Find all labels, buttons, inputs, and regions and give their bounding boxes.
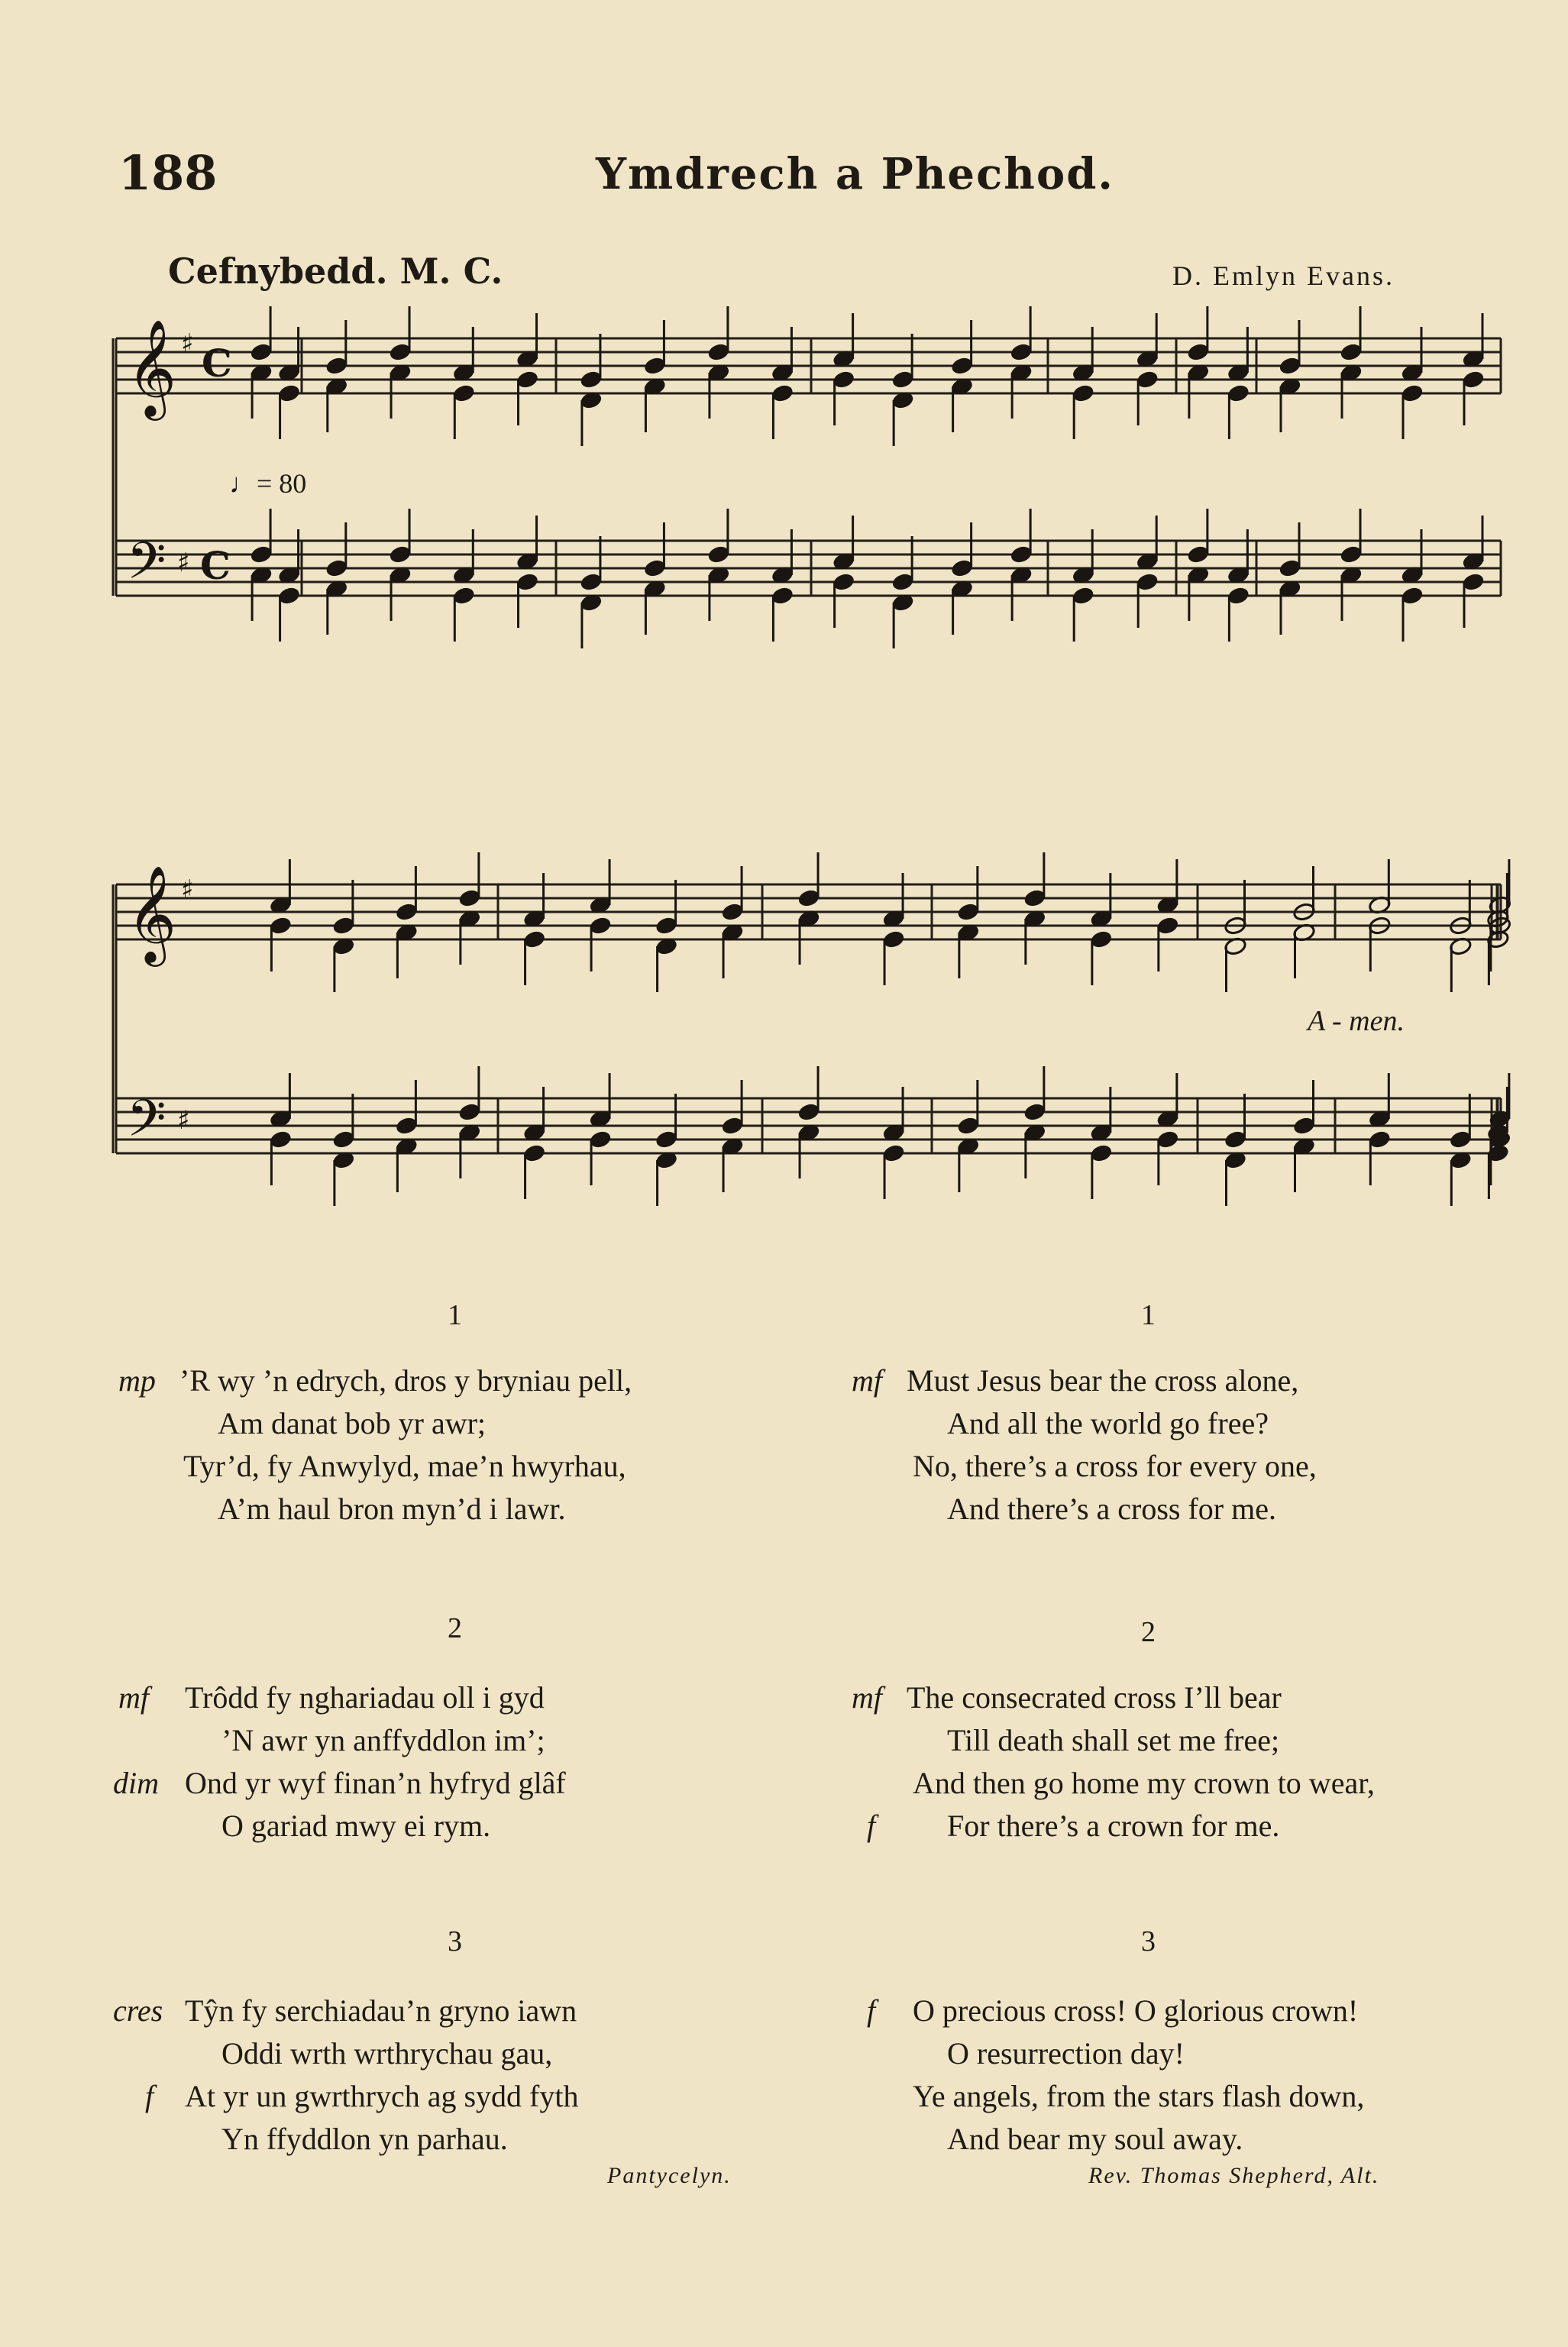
- dynamic-mark: f: [867, 1993, 876, 2028]
- verse-line: The consecrated cross I’ll bear: [907, 1680, 1282, 1715]
- sharp-icon: ♯: [181, 874, 194, 905]
- verse-line: Am danat bob yr awr;: [218, 1406, 487, 1440]
- tempo-marking: ♩= 80: [229, 468, 307, 499]
- verse-line: A’m haul bron myn’d i lawr.: [218, 1492, 566, 1526]
- bass-clef-icon: 𝄢: [127, 532, 166, 603]
- verse-line: And there’s a cross for me.: [947, 1492, 1276, 1526]
- welsh-stanza-1-number: 1: [448, 1299, 462, 1331]
- welsh-stanza-3-number: 3: [448, 1925, 462, 1957]
- english-stanza-1-number: 1: [1141, 1299, 1156, 1331]
- time-signature-icon: C: [200, 543, 231, 588]
- composer: D. Emlyn Evans.: [1172, 260, 1395, 291]
- verse-line: And bear my soul away.: [947, 2122, 1243, 2156]
- welsh-author-credit: Pantycelyn.: [607, 2163, 732, 2188]
- verse-line: O resurrection day!: [947, 2036, 1185, 2071]
- dynamic-mark: f: [145, 2079, 154, 2113]
- verse-line: At yr un gwrthrych ag sydd fyth: [185, 2079, 579, 2113]
- verse-line: No, there’s a cross for every one,: [913, 1449, 1317, 1483]
- tune-name: Cefnybedd. M. C.: [168, 251, 503, 292]
- dynamic-mark: mf: [852, 1680, 882, 1715]
- verse-line: Ye angels, from the stars flash down,: [913, 2079, 1365, 2113]
- verse-line: O gariad mwy ei rym.: [221, 1809, 491, 1843]
- dynamic-mark: dim: [113, 1766, 159, 1800]
- dynamic-mark: cres: [113, 1993, 163, 2028]
- english-stanza-2-number: 2: [1141, 1616, 1156, 1648]
- treble-clef-icon: 𝄞: [127, 865, 177, 962]
- english-stanza-1: [852, 1359, 1317, 1531]
- verse-line: Trôdd fy nghariadau oll i gyd: [185, 1680, 545, 1715]
- welsh-stanza-2: [113, 1676, 566, 1848]
- welsh-stanza-2-number: 2: [448, 1612, 462, 1644]
- welsh-stanza-1: [118, 1359, 632, 1531]
- time-signature-icon: C: [202, 341, 232, 386]
- page-number: 188: [118, 145, 218, 201]
- verse-line: Yn ffyddlon yn parhau.: [221, 2122, 508, 2156]
- verse-line: O precious cross! O glorious crown!: [913, 1993, 1359, 2028]
- verse-line: ’N awr yn anffyddlon im’;: [221, 1723, 545, 1757]
- sharp-icon: ♯: [177, 1105, 190, 1136]
- verse-line: And then go home my crown to wear,: [913, 1766, 1375, 1800]
- sharp-icon: ♯: [181, 328, 194, 359]
- english-stanza-3: [852, 1990, 1365, 2161]
- verse-line: ’R wy ’n edrych, dros y bryniau pell,: [179, 1363, 632, 1398]
- english-stanza-3-number: 3: [1141, 1925, 1156, 1957]
- verse-line: Tyr’d, fy Anwylyd, mae’n hwyrhau,: [183, 1449, 626, 1483]
- sharp-icon: ♯: [177, 548, 190, 578]
- welsh-stanza-3: [113, 1990, 579, 2161]
- verse-line: And all the world go free?: [947, 1406, 1269, 1440]
- english-stanza-2: [852, 1676, 1375, 1848]
- verse-line: Ond yr wyf finan’n hyfryd glâf: [185, 1766, 566, 1800]
- verse-line: Oddi wrth wrthrychau gau,: [221, 2036, 553, 2071]
- dynamic-mark: mf: [118, 1680, 149, 1715]
- treble-clef-icon: 𝄞: [127, 318, 177, 416]
- verse-line: Tŷn fy serchiadau’n gryno iawn: [185, 1993, 577, 2028]
- dynamic-mark: mf: [852, 1363, 882, 1398]
- verse-line: Till death shall set me free;: [947, 1723, 1280, 1757]
- running-title: Ymdrech a Phechod.: [596, 149, 1114, 199]
- verse-line: For there’s a crown for me.: [947, 1809, 1280, 1843]
- amen-text: A - men.: [1308, 1005, 1405, 1037]
- verse-line: Must Jesus bear the cross alone,: [907, 1363, 1299, 1398]
- english-author-credit: Rev. Thomas Shepherd, Alt.: [1088, 2163, 1380, 2188]
- bass-clef-icon: 𝄢: [127, 1089, 166, 1160]
- dynamic-mark: f: [867, 1809, 876, 1843]
- dynamic-mark: mp: [118, 1363, 156, 1398]
